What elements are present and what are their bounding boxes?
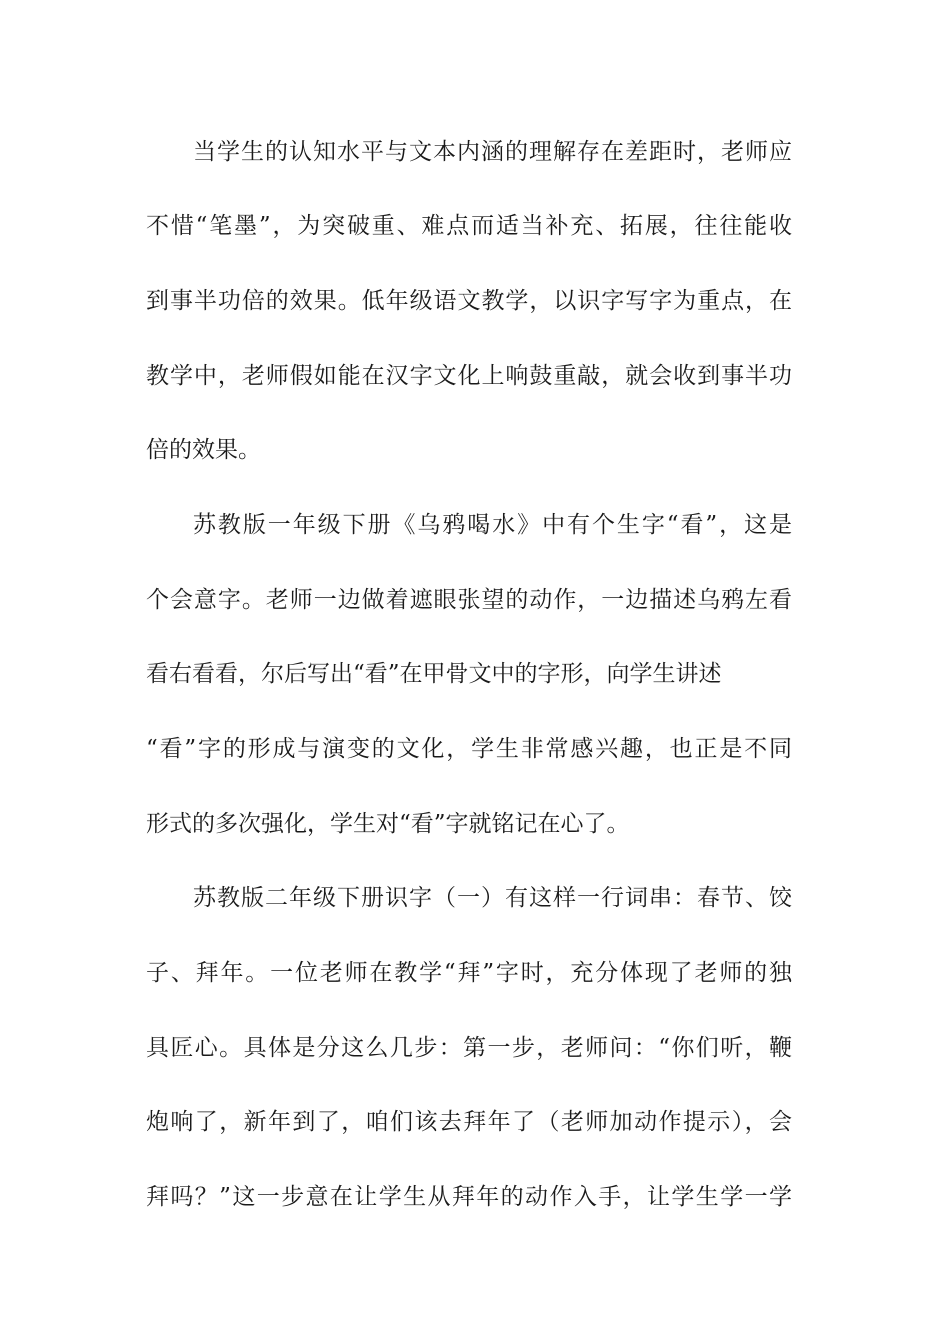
- text-line: 倍的效果。: [146, 437, 261, 463]
- text-line: 形式的多次强化，学生对“看”字就铭记在心了。: [146, 811, 630, 837]
- text-line: 子、拜年。一位老师在教学“拜”字时，充分体现了老师的独: [146, 960, 792, 986]
- text-line: 到事半功倍的效果。低年级语文教学，以识字写字为重点，在: [146, 288, 792, 314]
- text-line: 教学中，老师假如能在汉字文化上响鼓重敲，就会收到事半功: [146, 363, 792, 389]
- text-line: 当学生的认知水平与文本内涵的理解存在差距时，老师应: [193, 139, 792, 165]
- text-line: 苏教版二年级下册识字（一）有这样一行词串：春节、饺: [193, 885, 792, 911]
- text-line: 具匠心。具体是分这么几步：第一步，老师问：“你们听，鞭: [146, 1035, 792, 1061]
- text-line: 不惜“笔墨”，为突破重、难点而适当补充、拓展，往往能收: [146, 213, 792, 239]
- text-line: 炮响了，新年到了，咱们该去拜年了（老师加动作提示），会: [146, 1109, 792, 1135]
- text-line: 看右看看，尔后写出“看”在甲骨文中的字形，向学生讲述: [146, 661, 722, 687]
- text-line: “看”字的形成与演变的文化，学生非常感兴趣，也正是不同: [146, 736, 792, 762]
- text-line: 拜吗？”这一步意在让学生从拜年的动作入手，让学生学一学: [146, 1184, 792, 1210]
- text-line: 苏教版一年级下册《乌鸦喝水》中有个生字“看”，这是: [193, 512, 792, 538]
- text-line: 个会意字。老师一边做着遮眼张望的动作，一边描述乌鸦左看: [146, 587, 792, 613]
